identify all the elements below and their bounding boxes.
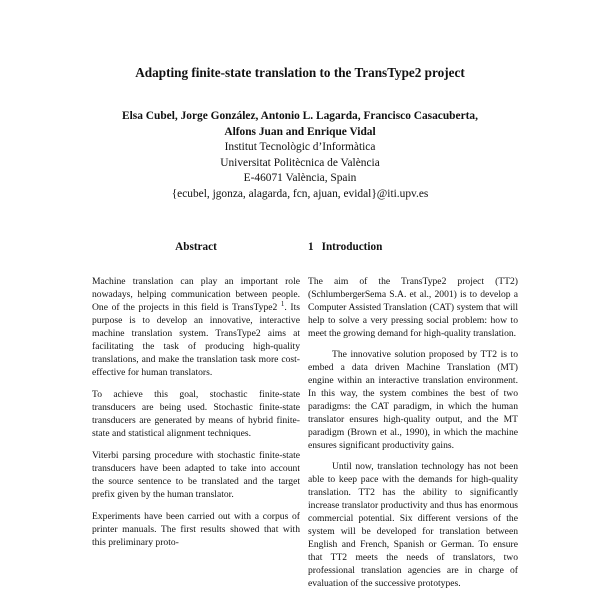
section-title: Introduction <box>321 241 383 253</box>
affiliation-university: Universitat Politècnica de València <box>220 156 380 169</box>
abstract-paragraph-1 <box>92 275 300 379</box>
affiliation-address: E-46071 València, Spain <box>243 172 357 184</box>
abstract-column <box>92 240 300 549</box>
paper-title: Adapting finite-state translation to the TransType2 project <box>135 65 465 80</box>
author-names-line-1: Elsa Cubel, Jorge González, Antonio L. Lagarda, Francisco Casacuberta, <box>122 110 478 122</box>
introduction-paragraph-2: The innovative solution proposed by TT2 is to embed a data driven Machine Translation (MT) engine within an interactive translation environment. In this way, the system combines the best of two paradigms: the CAT paradigm, in which the human translator ensures high-quality output, and the MT paradigm (Brown et al., 1990), in which the machine ensures significant productivity gains. <box>308 349 518 451</box>
author-names-line-2: Alfons Juan and Enrique Vidal <box>224 125 376 138</box>
abstract-paragraph-2: To achieve this goal, stochastic finite-state transducers are being used. Stochastic finite-state transducers are generated by means of hybrid finite-state and statistical alignment techniques. <box>92 389 300 439</box>
footnote-marker: 1 <box>280 299 285 308</box>
introduction-paragraph-3: Until now, translation technology has not been able to keep pace with the demands for high-quality translation. TT2 has the ability to significantly increase translator productivity and thus has enormous commercial potential. Six different versions of the system will be developed for translation between English and French, Spanish or German. To ensure that TT2 meets the needs of translators, two professional translation agencies are in charge of evaluation of the successive prototypes. <box>308 461 518 589</box>
author-emails: {ecubel, jgonza, alagarda, fcn, ajuan, evidal}@iti.upv.es <box>171 187 429 200</box>
introduction-heading <box>308 240 518 254</box>
abstract-paragraph-1-text-cont: . Its purpose is to develop an innovative, interactive machine translation system. TransType2 aims at facilitating the task of producing high-quality translations, and make the translation task more cost-effective for human translators. <box>92 302 300 378</box>
abstract-paragraph-1-text: Machine translation can play an important role nowadays, helping communication between people. One of the projects in this field is TransType2 <box>92 276 300 313</box>
abstract-heading: Abstract <box>175 241 217 253</box>
introduction-column <box>308 240 518 590</box>
author-block <box>0 109 600 202</box>
abstract-paragraph-3: Viterbi parsing procedure with stochastic finite-state transducers have been adapted to take into account the source sentence to be translated and the target prefix given by the human translator. <box>92 450 300 500</box>
affiliation-institute: Institut Tecnològic d’Informàtica <box>224 141 376 153</box>
abstract-paragraph-4: Experiments have been carried out with a corpus of printer manuals. The first results showed that with this preliminary proto- <box>92 511 300 548</box>
introduction-paragraph-1: The aim of the TransType2 project (TT2) (SchlumbergerSema S.A. et al., 2001) is to develop a Computer Assisted Translation (CAT) system that will help to solve a very pressing social problem: how to meet the growing demand for high-quality translation. <box>308 276 518 339</box>
section-number: 1 <box>308 241 314 253</box>
